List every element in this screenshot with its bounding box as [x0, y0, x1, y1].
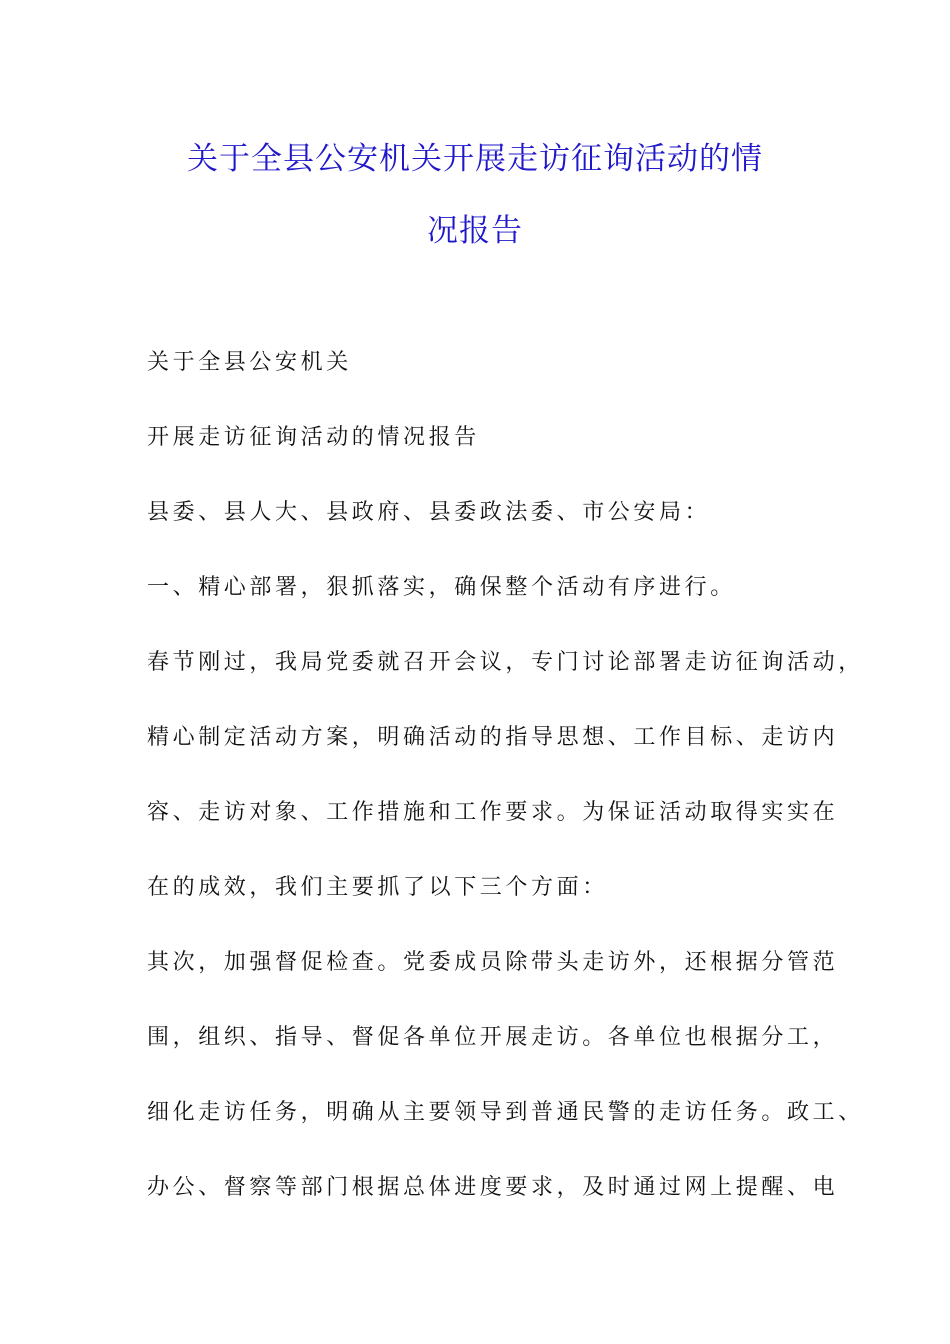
body-line-11: 细化走访任务，明确从主要领导到普通民警的走访任务。政工、: [147, 1100, 864, 1125]
body-line-12: 办公、督察等部门根据总体进度要求，及时通过网上提醒、电: [147, 1175, 839, 1200]
document-title-line-2: 况报告: [427, 213, 523, 249]
body-line-3: 县委、县人大、县政府、县委政法委、市公安局：: [147, 500, 711, 525]
body-line-7: 容、走访对象、工作措施和工作要求。为保证活动取得实实在: [147, 800, 839, 825]
body-line-2: 开展走访征询活动的情况报告: [147, 425, 480, 450]
body-line-8: 在的成效，我们主要抓了以下三个方面：: [147, 875, 608, 900]
body-line-9: 其次，加强督促检查。党委成员除带头走访外，还根据分管范: [147, 950, 839, 975]
body-line-10: 围，组织、指导、督促各单位开展走访。各单位也根据分工，: [147, 1025, 839, 1050]
body-line-6: 精心制定活动方案，明确活动的指导思想、工作目标、走访内: [147, 725, 839, 750]
body-line-1: 关于全县公安机关: [147, 350, 352, 375]
body-line-5: 春节刚过，我局党委就召开会议，专门讨论部署走访征询活动，: [147, 650, 864, 675]
document-title-line-1: 关于全县公安机关开展走访征询活动的情: [187, 141, 763, 177]
body-line-4: 一、精心部署，狠抓落实，确保整个活动有序进行。: [147, 575, 736, 600]
